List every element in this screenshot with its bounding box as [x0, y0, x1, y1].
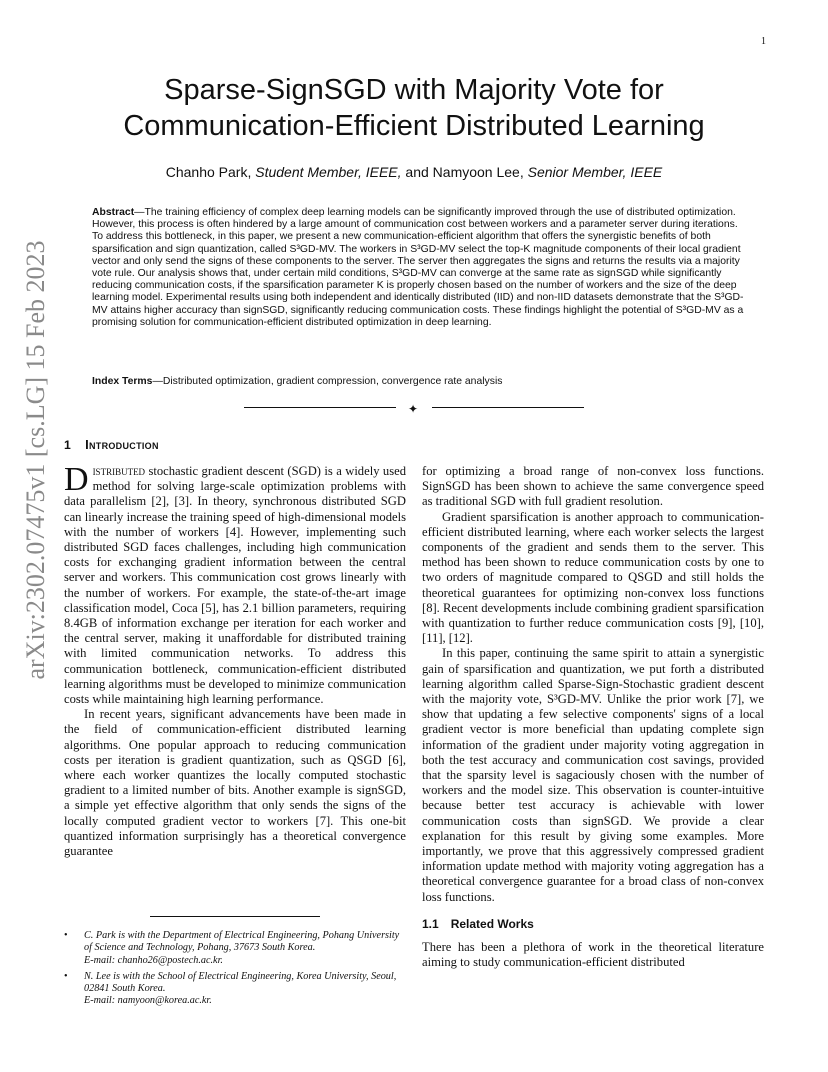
footnote-rule — [150, 916, 320, 917]
divider-ornament-icon: ✦ — [408, 402, 419, 416]
section-divider — [244, 402, 584, 416]
right-paragraph-4: There has been a plethora of work in the theoretical literature aiming to study communication-efficient distributed — [422, 940, 764, 970]
right-column — [422, 464, 764, 971]
paper-title — [60, 72, 768, 144]
index-terms — [92, 376, 744, 387]
drop-cap: D — [64, 461, 89, 498]
intro-paragraph-1 — [64, 461, 406, 707]
author-line — [60, 164, 768, 180]
title-line-2: Communication-Efficient Distributed Learning — [123, 110, 705, 142]
author-2-role: Senior Member, IEEE — [527, 164, 663, 180]
arxiv-identifier: arXiv:2302.07475v1 [cs.LG] 15 Feb 2023 — [21, 240, 50, 680]
intro-paragraph-1-text: stochastic gradient descent (SGD) is a widely used method for solving large-scale optimization problems with data parallelism [2], [3]. In theory, synchronous distributed SGD can linearly increase the training speed of high-dimensional models with the number of workers [4]. However, implementing such distributed SGD faces challenges, including high communication costs for exchanging gradient information between the central server and workers. This communication cost grows linearly with the number of workers. For example, the state-of-the-art image classification model, Coca [5], has 2.1 billion parameters, requiring 8.4GB of information exchange per iteration for each worker and the central server, making it unaffordable for distributed training with limited communication networks. To address this communication bottleneck, communication-efficient distributed learning algorithms must be developed to minimize communication costs while maintaining high learning performance. — [64, 464, 406, 707]
bullet-icon: • — [64, 970, 68, 982]
section-heading — [64, 437, 159, 452]
subsection-heading — [422, 917, 764, 932]
title-line-1: Sparse-SignSGD with Majority Vote for — [164, 74, 664, 106]
divider-line-right — [432, 407, 584, 408]
section-title: Introduction — [85, 437, 159, 452]
left-column — [64, 461, 406, 859]
page-number: 1 — [761, 36, 766, 47]
footnote-2-email: E-mail: namyoon@korea.ac.kr. — [84, 995, 212, 1007]
subsection-title: Related Works — [450, 916, 534, 931]
index-terms-label: Index Terms — [92, 376, 153, 387]
right-paragraph-3: In this paper, continuing the same spirit to attain a synergistic gain of sparsification and quantization, we put forth a distributed learning algorithm called Sparse-Sign-Stochastic gradient descent with the majority vote, S³GD-MV. Unlike the prior work [7], we show that updating a few selective components' signs of a local gradient vector is more beneficial than updating complete sign information of the gradient under majority voting aggregation in both the test accuracy and communication cost savings, provided that the sparsity level is sagaciously chosen with the number of workers and the model size. This observation is counter-intuitive because better test accuracy is achievable with lower communication costs than signSGD. We provide a clear explanation for this result by giving some examples. More importantly, we prove that this aggressively compressed gradient information update method with majority voting aggregation has a theoretical convergence guarantee for a broad class of non-convex loss functions. — [422, 646, 764, 904]
abstract-label: Abstract — [92, 207, 135, 218]
author-1: Chanho Park, — [165, 164, 252, 180]
divider-line-left — [244, 407, 396, 408]
abstract-text: —The training efficiency of complex deep learning models can be significantly improved through the use of distributed optimization. However, this process is often hindered by a large amount of communication cost between workers and a parameter server during iterations. To address this bottleneck, in this paper, we present a new communication-efficient algorithm that offers the synergistic benefits of both sparsification and sign quantization, called S³GD-MV. The workers in S³GD-MV select the top-K magnitude components of their local gradient vector and only send the signs of these components to the server. The server then aggregates the signs and returns the results via a majority vote rule. Our analysis shows that, under certain mild conditions, S³GD-MV can converge at the same rate as signSGD while significantly reducing communication costs, if the sparsification parameter K is properly chosen based on the number of workers and the size of the deep learning model. Experimental results using both independent and identically distributed (IID) and non-IID datasets demonstrate that the S³GD-MV attains higher accuracy than signSGD, significantly reducing communication costs. These findings highlight the potential of S³GD-MV as a promising solution for communication-efficient distributed optimization in deep learning. — [92, 207, 744, 328]
footnote-1-affiliation: C. Park is with the Department of Electrical Engineering, Pohang University of Science and Technology, Pohang, 37673 South Korea. — [84, 930, 400, 954]
author-1-role: Student Member, IEEE, — [255, 164, 402, 180]
footnote-2 — [64, 971, 406, 1008]
footnote-1 — [64, 930, 406, 967]
drop-cap-continuation: istributed — [92, 464, 146, 478]
bullet-icon: • — [64, 930, 68, 941]
index-terms-text: —Distributed optimization, gradient compression, convergence rate analysis — [152, 376, 503, 387]
footnote-2-affiliation: N. Lee is with the School of Electrical Engineering, Korea University, Seoul, 02841 South Korea. — [84, 970, 397, 995]
footnotes — [64, 930, 406, 1012]
footnote-1-email: E-mail: chanho26@postech.ac.kr. — [84, 954, 223, 966]
abstract — [92, 207, 744, 329]
section-number: 1 — [64, 438, 72, 452]
right-paragraph-1: for optimizing a broad range of non-convex loss functions. SignSGD has been shown to achieve the same convergence speed as traditional SGD with full gradient resolution. — [422, 464, 764, 509]
intro-paragraph-2: In recent years, significant advancements have been made in the field of communication-efficient distributed learning algorithms. One popular approach to reducing communication costs per iteration is gradient quantization, such as QSGD [6], where each worker quantizes the locally computed stochastic gradient to a limited number of bits. Another example is signSGD, a simple yet effective algorithm that only sends the signs of the locally computed gradient vector to workers [7]. This one-bit quantized information surprisingly has a theoretical convergence guarantee — [64, 707, 406, 859]
subsection-number: 1.1 — [422, 916, 439, 931]
right-paragraph-2: Gradient sparsification is another approach to communication-efficient distributed learning, where each worker selects the largest components of the gradient and sends them to the server. This method has been shown to reduce communication costs by one to two orders of magnitude compared to QSGD and still holds the theoretical guarantees for optimizing non-convex loss functions [8]. Recent developments include combining gradient sparsification with quantization to further reduce communication costs [9], [10], [11], [12]. — [422, 509, 764, 646]
author-2: and Namyoon Lee, — [405, 164, 524, 180]
